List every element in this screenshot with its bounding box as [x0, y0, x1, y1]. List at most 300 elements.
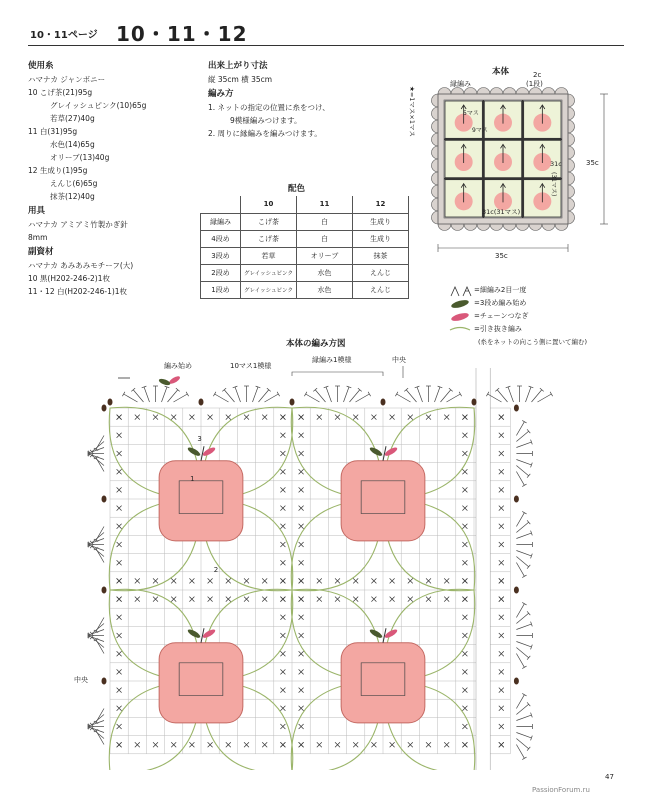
- sc-symbol: [371, 597, 376, 602]
- center-label-left: 中央: [74, 676, 88, 684]
- tools-1: ハマナカ アミアミ竹製かぎ針: [28, 220, 128, 229]
- cell-label-5-a: 5マス: [463, 110, 479, 117]
- sc-symbol: [499, 487, 504, 492]
- slip-stitch-icon: [448, 324, 472, 336]
- sc-symbol: [462, 469, 467, 474]
- bead-mark: [108, 399, 113, 406]
- bead-mark: [514, 587, 519, 594]
- sc-symbol: [299, 742, 304, 747]
- size-title: 出来上がり寸法: [208, 61, 268, 71]
- dc-top: [186, 392, 189, 396]
- chart-body: [88, 366, 553, 770]
- step-1b: 9模様編みつけます。: [230, 116, 302, 125]
- dc-stitch: [417, 387, 422, 402]
- sc-symbol: [462, 597, 467, 602]
- sc-symbol: [117, 688, 122, 693]
- sc-symbol: [462, 688, 467, 693]
- dark-leaf: [187, 446, 202, 458]
- dc-stitch: [516, 695, 524, 709]
- table-row: 3段め 若草 オリーブ 抹茶: [201, 247, 409, 264]
- dc-stitch: [235, 387, 240, 402]
- sc-symbol: [262, 597, 267, 602]
- other-title: 副資材: [28, 247, 54, 257]
- sc-symbol: [299, 669, 304, 674]
- sc-symbol: [462, 742, 467, 747]
- sc-symbol: [426, 597, 431, 602]
- sc-symbol: [317, 578, 322, 583]
- sc-symbol: [280, 669, 285, 674]
- sc-symbol: [117, 615, 122, 620]
- legend-item: =チェーンつなぎ: [448, 310, 628, 323]
- schematic-title: 本体: [492, 67, 510, 77]
- sc-symbol: [117, 542, 122, 547]
- yarn-brand: ハマナカ ジャンボニー: [28, 75, 106, 84]
- sc-symbol: [462, 506, 467, 511]
- body-schematic: [400, 62, 630, 262]
- dc-top: [304, 392, 307, 396]
- dc-stitch: [356, 394, 370, 402]
- sc-symbol: [117, 560, 122, 565]
- dc-top: [522, 484, 526, 487]
- sc-symbol: [317, 597, 322, 602]
- top-right-label-2: (1段): [526, 80, 543, 88]
- sc-symbol: [299, 433, 304, 438]
- sc-symbol: [371, 578, 376, 583]
- sc-symbol: [390, 597, 395, 602]
- dc-top: [522, 511, 526, 514]
- sc-symbol: [462, 560, 467, 565]
- center-label-top: 中央: [392, 356, 406, 364]
- sc-symbol: [499, 669, 504, 674]
- col-header-11: 11: [297, 196, 353, 213]
- dc-stitch: [253, 387, 258, 402]
- sc-symbol: [462, 633, 467, 638]
- dc-stitch: [144, 387, 149, 402]
- other-3: 11・12 白(H202-246-1)1枚: [28, 287, 128, 296]
- pink-leaf-icon: [448, 311, 472, 323]
- dc-top: [522, 666, 526, 669]
- dc-stitch: [516, 624, 531, 629]
- sc-symbol: [189, 578, 194, 583]
- width-label: 35c: [495, 252, 508, 260]
- sc-symbol: [280, 415, 285, 420]
- dc-top: [522, 420, 526, 423]
- dc-stitch: [516, 472, 524, 486]
- sc-symbol: [462, 669, 467, 674]
- dc-stitch: [306, 394, 320, 402]
- sc-symbol: [499, 506, 504, 511]
- sc-symbol: [499, 433, 504, 438]
- dc-stitch: [516, 442, 531, 447]
- sc-symbol: [335, 415, 340, 420]
- chart-mark-number: 1: [190, 474, 195, 483]
- legend-item: =細編み2目一度: [448, 284, 628, 297]
- color-table: [200, 196, 409, 299]
- sc-symbol: [244, 742, 249, 747]
- dc-top: [522, 602, 526, 605]
- sc-symbol: [462, 615, 467, 620]
- bead-mark: [102, 496, 107, 503]
- sc-symbol: [299, 506, 304, 511]
- right-31-label: 31c: [550, 160, 562, 168]
- dc-stitch: [516, 642, 531, 647]
- bead-mark: [102, 587, 107, 594]
- sc-symbol: [299, 524, 304, 529]
- size-value: 縦 35cm 横 35cm: [208, 75, 273, 84]
- bead-mark: [472, 399, 477, 406]
- sc-symbol: [499, 742, 504, 747]
- sc-symbol: [171, 742, 176, 747]
- sc-symbol: [299, 724, 304, 729]
- sc-symbol: [299, 688, 304, 693]
- dc-stitch: [516, 654, 524, 668]
- other-1: ハマナカ あみあみモチーフ(大): [28, 261, 134, 270]
- sc-symbol: [353, 742, 358, 747]
- sc-symbol: [499, 706, 504, 711]
- sc-symbol: [499, 578, 504, 583]
- sc-symbol: [462, 651, 467, 656]
- yarn-11-2: 水色(14)65g: [50, 140, 95, 149]
- dc-top: [122, 392, 125, 396]
- sc-symbol: [335, 597, 340, 602]
- dc-top: [213, 392, 216, 396]
- symbol-legend: [448, 284, 628, 349]
- dc-stitch: [516, 422, 524, 436]
- start-dark-leaf: [158, 378, 171, 387]
- dc-top: [277, 392, 280, 396]
- apple-motif: [159, 643, 243, 723]
- yarn-10-1: 10 こげ茶(21)95g: [28, 88, 93, 97]
- dc-stitch: [516, 513, 524, 527]
- apple-motif: [159, 461, 243, 541]
- sc-symbol: [444, 597, 449, 602]
- instructions-section: [208, 58, 398, 140]
- sc-symbol: [408, 742, 413, 747]
- sc-symbol: [499, 451, 504, 456]
- table-row: 1段め グレイッシュピンク 水色 えんじ: [201, 281, 409, 298]
- sc-symbol: [280, 451, 285, 456]
- sc-symbol: [426, 415, 431, 420]
- sc-symbol: [462, 706, 467, 711]
- sc-symbol: [117, 578, 122, 583]
- chart-break: [476, 368, 490, 770]
- sc-symbol: [280, 615, 285, 620]
- sc-symbol: [462, 542, 467, 547]
- yarn-10-2: グレイッシュピンク(10)65g: [50, 101, 147, 110]
- sc-symbol: [117, 706, 122, 711]
- sc-symbol: [262, 415, 267, 420]
- sc-symbol: [462, 724, 467, 729]
- dc-stitch: [516, 533, 531, 538]
- sc-symbol: [189, 415, 194, 420]
- sc-symbol: [262, 578, 267, 583]
- star-note: ★=1マス×1マス: [408, 86, 416, 137]
- sc-symbol: [353, 578, 358, 583]
- legend-item: =3段め編み始め: [448, 297, 628, 310]
- dc-stitch: [344, 387, 349, 402]
- sc-symbol: [371, 742, 376, 747]
- yarn-12-3: 抹茶(12)40g: [50, 192, 95, 201]
- sc-symbol: [153, 597, 158, 602]
- sc-symbol: [280, 597, 285, 602]
- sc-symbol: [280, 651, 285, 656]
- dc-stitch: [526, 387, 531, 402]
- pattern-label: 10マス1模様: [230, 362, 272, 370]
- chart-mark-number: 3: [197, 434, 202, 443]
- page-reference: 10・11ページ: [30, 30, 98, 41]
- motif-cells: [444, 100, 562, 218]
- sc-symbol: [390, 578, 395, 583]
- bead-mark: [290, 399, 295, 406]
- sc-symbol: [208, 597, 213, 602]
- sc-symbol: [408, 597, 413, 602]
- step-1: 1. ネットの指定の位置に糸をつけ、: [208, 103, 330, 112]
- dc-stitch: [326, 387, 331, 402]
- start-label: 編み始め: [164, 362, 192, 370]
- sc-symbol: [117, 451, 122, 456]
- sc-symbol: [299, 706, 304, 711]
- table-row: 縁編み こげ茶 白 生成り: [201, 213, 409, 230]
- sc-symbol: [408, 578, 413, 583]
- dc-stitch: [516, 563, 524, 577]
- watermark: PassionForum.ru: [532, 786, 590, 794]
- sc-symbol: [208, 742, 213, 747]
- sc-symbol: [226, 415, 231, 420]
- step-2: 2. 周りに縁編みを編みつけます。: [208, 129, 322, 138]
- sc-symbol: [499, 651, 504, 656]
- dark-leaf: [369, 446, 384, 458]
- dark-leaf: [369, 628, 384, 640]
- col-header-10: 10: [241, 196, 297, 213]
- sc-symbol: [280, 524, 285, 529]
- sc-symbol: [426, 742, 431, 747]
- sc-symbol: [390, 742, 395, 747]
- sc-symbol: [226, 597, 231, 602]
- sc-symbol: [280, 578, 285, 583]
- sc-symbol: [117, 597, 122, 602]
- bead-mark: [381, 399, 386, 406]
- table-row: 4段め こげ茶 白 生成り: [201, 230, 409, 247]
- sc-symbol: [335, 578, 340, 583]
- sc-symbol: [426, 578, 431, 583]
- dark-leaf-icon: [448, 298, 472, 310]
- sc-symbol: [280, 706, 285, 711]
- sc-symbol: [171, 415, 176, 420]
- page-number: 47: [605, 773, 614, 781]
- sc-symbol: [499, 524, 504, 529]
- sc-symbol: [153, 415, 158, 420]
- height-label: 35c: [586, 159, 599, 167]
- sc-symbol: [135, 597, 140, 602]
- sc-symbol: [280, 506, 285, 511]
- dc-stitch: [516, 604, 524, 618]
- sc-symbol: [317, 742, 322, 747]
- sc-symbol: [189, 742, 194, 747]
- color-table-title: 配色: [288, 184, 306, 194]
- table-row: 2段め グレイッシュピンク 水色 えんじ: [201, 264, 409, 281]
- sc-symbol: [117, 651, 122, 656]
- sc-symbol: [117, 506, 122, 511]
- sc-symbol: [499, 560, 504, 565]
- dc-stitch: [516, 460, 531, 465]
- apple-motif: [341, 461, 425, 541]
- sc-symbol: [299, 633, 304, 638]
- sc-symbol: [208, 415, 213, 420]
- sc-symbol: [262, 742, 267, 747]
- sc-symbol: [444, 742, 449, 747]
- bottom-31-label: 31c(31マス): [482, 208, 521, 216]
- sc-symbol: [353, 415, 358, 420]
- sc-symbol: [499, 597, 504, 602]
- legend-item: =引き抜き編み: [448, 323, 628, 336]
- sc-symbol: [189, 597, 194, 602]
- sc-symbol: [299, 451, 304, 456]
- sc-symbol: [226, 742, 231, 747]
- dc-stitch: [516, 745, 524, 759]
- sc-symbol: [244, 415, 249, 420]
- dc-stitch: [265, 394, 279, 402]
- sc-symbol: [117, 433, 122, 438]
- dc-stitch: [516, 551, 531, 556]
- right-31-label-b: (31マス): [550, 172, 557, 197]
- dc-stitch: [162, 387, 167, 402]
- sc-symbol: [299, 415, 304, 420]
- pattern-title: 10・11・12: [116, 22, 248, 46]
- sc-symbol: [299, 560, 304, 565]
- sc-symbol: [499, 415, 504, 420]
- sc-symbol: [499, 724, 504, 729]
- sc-symbol: [462, 451, 467, 456]
- yarn-11-3: オリーブ(13)40g: [50, 153, 110, 162]
- sc-symbol: [153, 742, 158, 747]
- col-header-12: 12: [353, 196, 409, 213]
- apple-motif: [341, 643, 425, 723]
- sc-symbol: [171, 597, 176, 602]
- sc-symbol: [462, 433, 467, 438]
- sc-symbol: [499, 469, 504, 474]
- sc-symbol: [117, 469, 122, 474]
- dc-stitch: [516, 733, 531, 738]
- legend-subnote: (糸をネットの向こう側に置いて編む): [478, 338, 588, 346]
- top-right-label: 2c: [533, 71, 542, 79]
- dc-stitch: [508, 387, 513, 402]
- yarn-11-1: 11 白(31)95g: [28, 127, 78, 136]
- bead-mark: [514, 496, 519, 503]
- sc-symbol: [335, 742, 340, 747]
- dc-stitch: [538, 394, 552, 402]
- sc-symbol: [499, 542, 504, 547]
- sc-symbol: [462, 524, 467, 529]
- sc-symbol: [499, 688, 504, 693]
- sc-symbol: [117, 633, 122, 638]
- sc-symbol: [117, 724, 122, 729]
- sc-symbol: [462, 415, 467, 420]
- sc-symbol: [499, 615, 504, 620]
- bead-mark: [102, 678, 107, 685]
- bead-mark: [514, 405, 519, 412]
- yarn-title: 使用糸: [28, 61, 54, 71]
- sc-symbol: [371, 415, 376, 420]
- sc-symbol: [444, 578, 449, 583]
- repeat-bracket: [292, 372, 383, 376]
- sc2tog-icon: [448, 285, 472, 297]
- cell-label-9: 9マス: [472, 127, 488, 134]
- sc-symbol: [117, 524, 122, 529]
- sc-symbol: [462, 578, 467, 583]
- chart-mark-number: 2: [213, 565, 219, 574]
- chart-title: 本体の編み方図: [286, 339, 346, 349]
- dc-top: [368, 392, 371, 396]
- sc-symbol: [280, 560, 285, 565]
- dc-stitch: [215, 394, 229, 402]
- bead-mark: [102, 405, 107, 412]
- dc-stitch: [174, 394, 188, 402]
- sc-symbol: [408, 415, 413, 420]
- sc-symbol: [117, 742, 122, 747]
- sc-symbol: [299, 651, 304, 656]
- dc-top: [522, 757, 526, 760]
- sc-symbol: [280, 487, 285, 492]
- sc-symbol: [171, 578, 176, 583]
- bead-mark: [514, 678, 519, 685]
- crochet-chart: [72, 350, 612, 770]
- dc-top: [395, 392, 398, 396]
- sc-symbol: [280, 433, 285, 438]
- sc-symbol: [299, 615, 304, 620]
- dc-stitch: [435, 387, 440, 402]
- sc-symbol: [280, 742, 285, 747]
- sc-symbol: [280, 688, 285, 693]
- sc-symbol: [317, 415, 322, 420]
- sc-symbol: [462, 487, 467, 492]
- page-header: [28, 18, 624, 46]
- border-label: 縁編み: [450, 80, 471, 88]
- sc-symbol: [353, 597, 358, 602]
- materials-section: [28, 58, 203, 298]
- sc-symbol: [280, 469, 285, 474]
- dc-top: [522, 693, 526, 696]
- dark-leaf: [187, 628, 202, 640]
- sc-symbol: [117, 487, 122, 492]
- sc-symbol: [280, 542, 285, 547]
- border-pattern-label: 縁編み1模様: [312, 356, 352, 364]
- sc-symbol: [244, 578, 249, 583]
- sc-symbol: [153, 578, 158, 583]
- bead-mark: [199, 399, 204, 406]
- yarn-10-3: 若草(27)40g: [50, 114, 95, 123]
- dc-top: [459, 392, 462, 396]
- dc-stitch: [397, 394, 411, 402]
- dc-top: [522, 575, 526, 578]
- sc-symbol: [226, 578, 231, 583]
- sc-symbol: [135, 578, 140, 583]
- sc-symbol: [299, 487, 304, 492]
- sc-symbol: [244, 597, 249, 602]
- sc-symbol: [444, 415, 449, 420]
- tools-title: 用具: [28, 206, 46, 216]
- tools-2: 8mm: [28, 233, 48, 242]
- sc-symbol: [117, 415, 122, 420]
- sc-symbol: [299, 469, 304, 474]
- dc-stitch: [124, 394, 138, 402]
- sc-symbol: [299, 597, 304, 602]
- dc-stitch: [447, 394, 461, 402]
- sc-symbol: [117, 669, 122, 674]
- yarn-12-2: えんじ(6)65g: [50, 179, 98, 188]
- sc-symbol: [299, 542, 304, 547]
- howto-title: 編み方: [208, 89, 234, 99]
- sc-symbol: [280, 724, 285, 729]
